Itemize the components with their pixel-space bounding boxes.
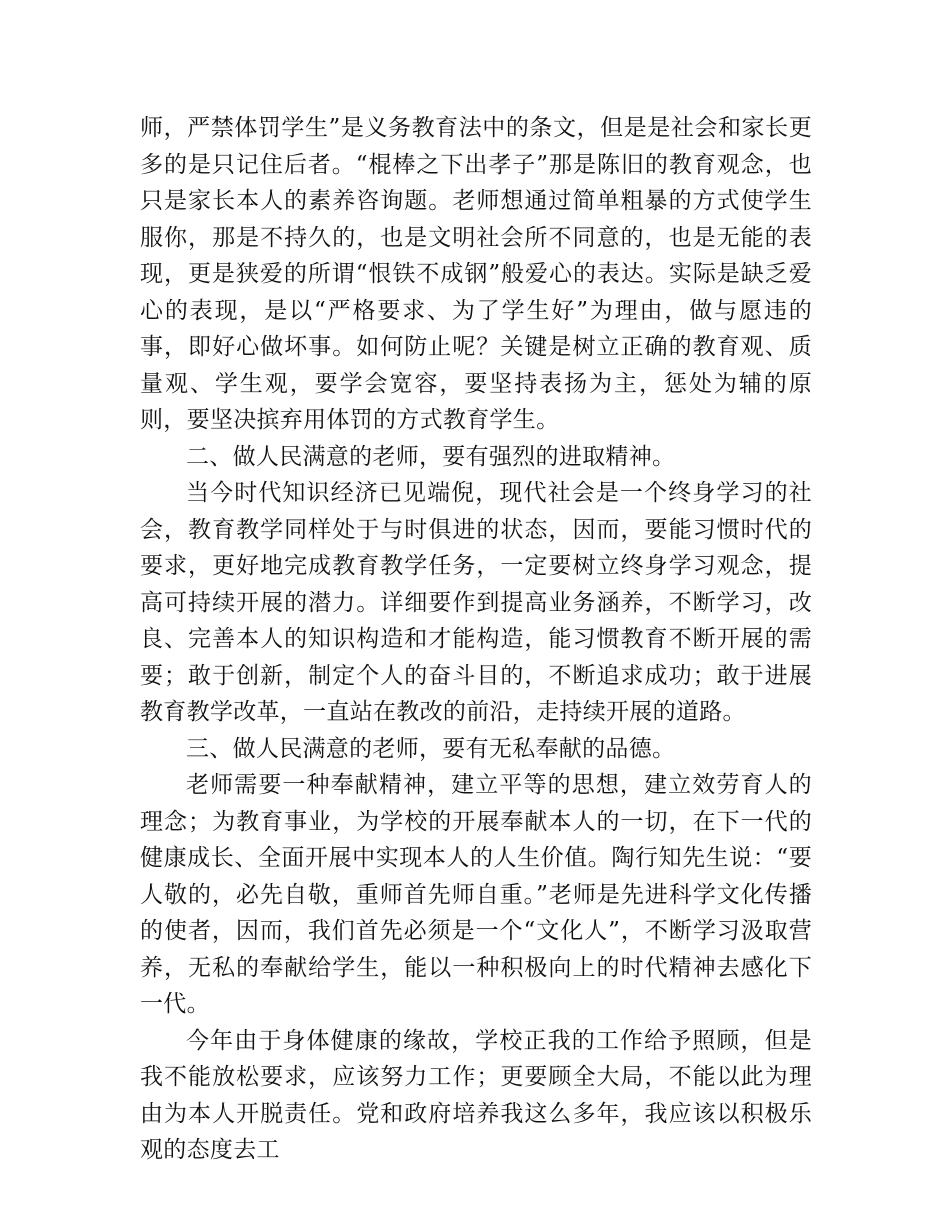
body-paragraph-4: 今年由于身体健康的缘故，学校正我的工作给予照顾，但是我不能放松要求，应该努力工作；更要顾全大局，不能以此为理由为本人开脱责任。党和政府培养我这么多年，我应该以积极乐观的态度去工 (140, 1027, 812, 1163)
body-paragraph-3: 老师需要一种奉献精神，建立平等的思想，建立效劳育人的理念；为教育事业，为学校的开展奉献本人的一切，在下一代的健康成长、全面开展中实现本人的人生价值。陶行知先生说：“要人敬的，必先自敬，重师首先师自重。”老师是先进科学文化传播的使者，因而，我们首先必须是一个“文化人”，不断学习汲取营养，无私的奉献给学生，能以一种积极向上的时代精神去感化下一代。 (140, 772, 812, 1017)
section-heading-3: 三、做人民满意的老师，要有无私奉献的品德。 (186, 735, 676, 762)
section-heading-2: 二、做人民满意的老师，要有强烈的进取精神。 (186, 443, 676, 470)
body-paragraph-1: 师，严禁体罚学生”是义务教育法中的条文，但是是社会和家长更多的是只记住后者。“棍棒之下出孝子”那是陈旧的教育观念，也只是家长本人的素养咨询题。老师想通过简单粗暴的方式使学生服你，那是不持久的，也是文明社会所不同意的，也是无能的表现，更是狭爱的所谓“恨铁不成钢”般爱心的表达。实际是缺乏爱心的表现，是以“严格要求、为了学生好”为理由，做与愿违的事，即好心做坏事。如何防止呢？关键是树立正确的教育观、质量观、学生观，要学会宽容，要坚持表扬为主，惩处为辅的原则，要坚决摈弃用体罚的方式教育学生。 (140, 115, 812, 433)
body-paragraph-2: 当今时代知识经济已见端倪，现代社会是一个终身学习的社会，教育教学同样处于与时俱进的状态，因而，要能习惯时代的要求，更好地完成教育教学任务，一定要树立终身学习观念，提高可持续开展的潜力。详细要作到提高业务涵养，不断学习，改良、完善本人的知识构造和才能构造，能习惯教育不断开展的需要；敢于创新，制定个人的奋斗目的，不断追求成功；敢于进展教育教学改革，一直站在教改的前沿，走持续开展的道路。 (140, 480, 812, 725)
document-page (140, 110, 812, 1169)
